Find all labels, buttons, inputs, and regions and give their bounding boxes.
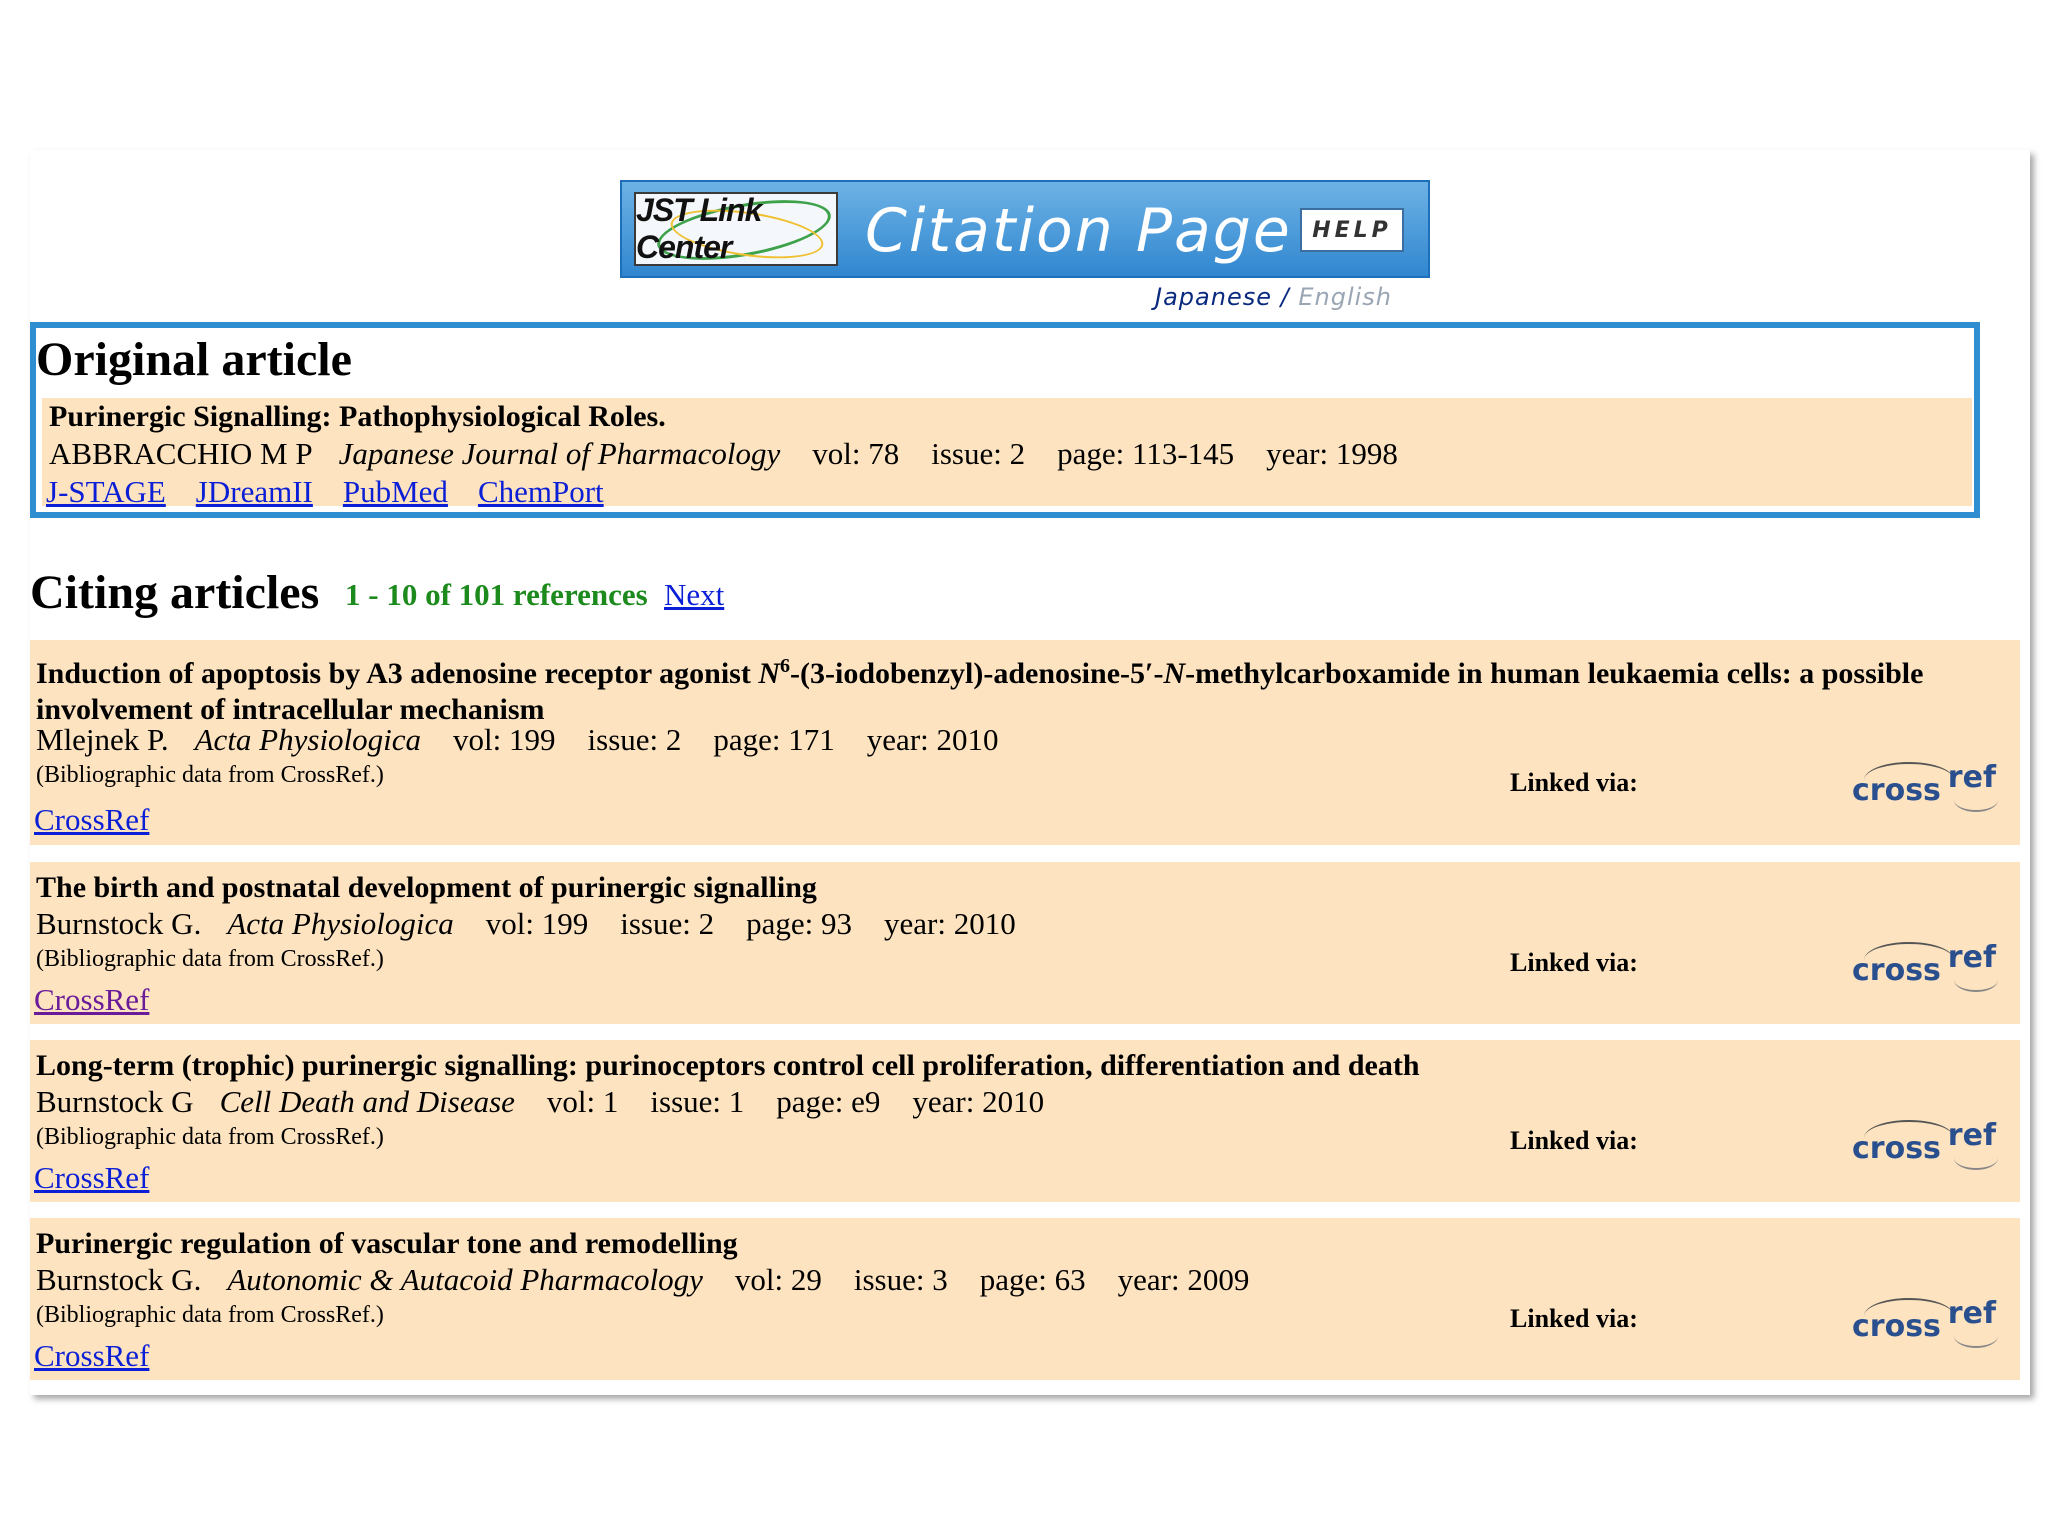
chemport-link[interactable]: ChemPort: [477, 474, 604, 509]
linked-via-label: Linked via:: [1510, 768, 1638, 797]
pubmed-link[interactable]: PubMed: [342, 474, 448, 509]
bibliographic-source-note: (Bibliographic data from CrossRef.): [36, 946, 384, 972]
help-button[interactable]: HELP: [1300, 208, 1404, 252]
crossref-link[interactable]: CrossRef: [34, 1160, 150, 1195]
citing-article-meta: Mlejnek P. Acta Physiologica vol: 199 issue: 2 page: 171 year: 2010: [36, 722, 999, 757]
citing-article-meta: Burnstock G. Autonomic & Autacoid Pharmacology vol: 29 issue: 3 page: 63 year: 2009: [36, 1262, 1250, 1297]
jst-link-center-logo[interactable]: [634, 192, 838, 266]
crossref-logo-icon[interactable]: cross ref: [1850, 1294, 2000, 1350]
crossref-logo-icon[interactable]: cross ref: [1850, 938, 2000, 994]
crossref-link[interactable]: CrossRef: [34, 802, 150, 837]
bibliographic-source-note: (Bibliographic data from CrossRef.): [36, 1302, 384, 1328]
crossref-link[interactable]: CrossRef: [34, 982, 150, 1017]
original-article-title: Purinergic Signalling: Pathophysiological Roles.: [49, 400, 666, 433]
jdreamii-link[interactable]: JDreamII: [195, 474, 313, 509]
citing-article-row: [30, 1040, 2020, 1202]
citing-article-meta: Burnstock G Cell Death and Disease vol: 1 issue: 1 page: e9 year: 2010: [36, 1084, 1045, 1119]
jstage-link[interactable]: J-STAGE: [46, 474, 166, 509]
citing-article-title: Long-term (trophic) purinergic signalling: purinoceptors control cell proliferation, differentiation and death: [36, 1049, 1420, 1082]
crossref-link[interactable]: CrossRef: [34, 1338, 150, 1373]
original-author: ABBRACCHIO M P: [49, 436, 313, 471]
linked-via-label: Linked via:: [1510, 948, 1638, 977]
banner-title: Citation Page: [865, 196, 1292, 266]
original-article-panel: [42, 398, 1972, 509]
language-switch: [1155, 283, 1392, 311]
citation-banner: [620, 180, 1430, 278]
original-page: page: 113-145: [1057, 436, 1235, 471]
citing-article-row: [30, 1218, 2020, 1380]
citing-article-title: Induction of apoptosis by A3 adenosine receptor agonist $N^6-(3-iodobenzyl)-adenosine-5'-N$-methylcarboxamide in human leukaemia cells: a possible involvement of intracellular mechanism: [36, 655, 1924, 726]
original-vol: vol: 78: [812, 436, 900, 471]
lang-japanese-link[interactable]: Japanese: [1155, 283, 1272, 311]
lang-english-current: English: [1298, 283, 1393, 311]
citing-article-title: The birth and postnatal development of purinergic signalling: [36, 871, 817, 904]
lang-separator: /: [1280, 283, 1290, 311]
original-article-links: [46, 474, 634, 510]
linked-via-label: Linked via:: [1510, 1304, 1638, 1333]
original-article-meta: [49, 436, 1398, 472]
bibliographic-source-note: (Bibliographic data from CrossRef.): [36, 1124, 384, 1150]
crossref-logo-icon[interactable]: cross ref: [1850, 758, 2000, 814]
bibliographic-source-note: (Bibliographic data from CrossRef.): [36, 762, 384, 788]
next-page-link[interactable]: Next: [664, 577, 725, 612]
linked-via-label: Linked via:: [1510, 1126, 1638, 1155]
original-article-heading: Original article: [36, 333, 352, 386]
crossref-logo-icon[interactable]: cross ref: [1850, 1116, 2000, 1172]
original-year: year: 1998: [1266, 436, 1398, 471]
original-issue: issue: 2: [931, 436, 1026, 471]
citing-article-row: [30, 862, 2020, 1024]
citing-article-title: Purinergic regulation of vascular tone and remodelling: [36, 1227, 738, 1260]
citing-articles-heading: Citing articles: [30, 566, 320, 619]
citing-article-row: [30, 640, 2020, 845]
citing-article-meta: Burnstock G. Acta Physiologica vol: 199 issue: 2 page: 93 year: 2010: [36, 906, 1016, 941]
reference-range: 1 - 10 of 101 references: [345, 577, 648, 612]
original-journal: Japanese Journal of Pharmacology: [338, 436, 781, 471]
logo-text: JST Link Center: [636, 192, 762, 265]
original-article-box: [30, 322, 1980, 518]
